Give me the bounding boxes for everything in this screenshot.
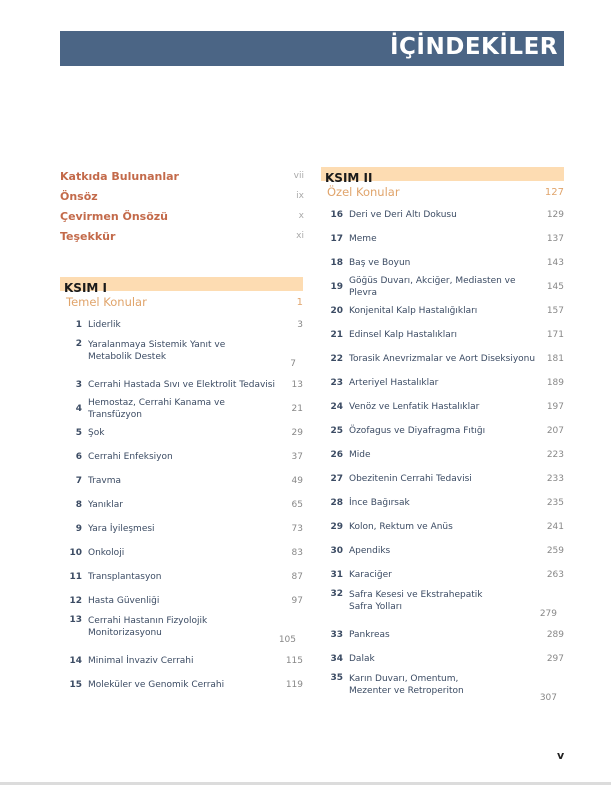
chapter-number: 19 [330,282,343,292]
chapter-title: Cerrahi Enfeksiyon [88,452,173,462]
chapter-title: Dalak [349,654,375,664]
front-matter-label: Katkıda Bulunanlar [60,169,179,183]
page-title: İÇİNDEKİLER [389,34,558,60]
chapter-item[interactable] [321,323,564,347]
chapter-number: 33 [330,630,343,640]
front-matter-item[interactable] [60,186,304,206]
chapter-title: Travma [88,476,121,486]
chapter-title: Hemostaz, Cerrahi Kanama ve Transfüzyon [88,398,225,420]
chapter-page: 119 [285,680,303,690]
chapter-title: Torasik Anevrizmalar ve Aort Diseksiyonu [349,354,536,364]
chapter-item[interactable] [321,227,564,251]
page-number: v [557,749,565,762]
front-matter-page: ix [296,191,304,201]
chapter-number: 25 [330,426,343,436]
chapter-number: 18 [330,258,343,268]
chapter-title: Obezitenin Cerrahi Tedavisi [349,474,472,484]
chapter-number: 35 [330,673,343,683]
chapter-number: 34 [330,654,343,664]
chapter-title: Deri ve Deri Altı Dokusu [349,210,457,220]
chapter-item[interactable] [321,419,564,443]
chapter-number: 30 [330,546,343,556]
chapter-item[interactable] [60,397,303,421]
chapter-page: 235 [546,498,564,508]
chapter-number: 20 [330,306,343,316]
chapter-title: Liderlik [88,320,121,330]
part-1 [60,277,303,697]
front-matter-label: Teşekkür [60,229,116,243]
chapter-number: 23 [330,378,343,388]
chapter-item[interactable] [60,469,303,493]
chapter-item[interactable] [60,589,303,613]
part-subtitle-row[interactable] [321,181,564,203]
part-subtitle-row[interactable] [60,291,303,313]
front-matter-page: xi [296,231,304,241]
chapter-title: Yanıklar [88,500,123,510]
chapter-number: 14 [69,656,82,666]
chapter-item[interactable] [321,587,564,623]
front-matter-label: Önsöz [60,189,98,203]
front-matter-list [60,166,304,246]
chapter-item[interactable] [60,541,303,565]
chapter-title: Konjenital Kalp Hastalığıkları [349,306,478,316]
chapter-item[interactable] [60,673,303,697]
chapter-page: 49 [291,476,303,486]
chapter-number: 26 [330,450,343,460]
chapter-number: 6 [75,452,82,462]
chapter-page: 223 [546,450,564,460]
chapter-page: 137 [546,234,564,244]
chapter-page: 105 [278,635,296,645]
part-subtitle: Temel Konular [66,295,147,309]
chapter-item[interactable] [321,563,564,587]
chapter-item[interactable] [321,443,564,467]
chapter-item[interactable] [60,373,303,397]
chapter-item[interactable] [321,623,564,647]
chapter-list [321,203,564,707]
chapter-item[interactable] [321,491,564,515]
chapter-page: 297 [546,654,564,664]
front-matter-page: x [298,211,304,221]
chapter-item[interactable] [321,539,564,563]
chapter-page: 145 [546,282,564,292]
chapter-number: 28 [330,498,343,508]
chapter-title: Özofagus ve Diyafragma Fıtığı [349,426,486,436]
chapter-number: 31 [330,570,343,580]
chapter-number: 11 [69,572,82,582]
chapter-number: 29 [330,522,343,532]
chapter-number: 15 [69,680,82,690]
chapter-page: 73 [291,524,303,534]
chapter-page: 37 [291,452,303,462]
chapter-page: 279 [539,609,557,619]
chapter-page: 29 [291,428,303,438]
chapter-number: 7 [75,476,82,486]
chapter-item[interactable] [321,395,564,419]
chapter-item[interactable] [321,647,564,671]
chapter-number: 22 [330,354,343,364]
chapter-title: Venöz ve Lenfatik Hastalıklar [349,402,480,412]
chapter-number: 3 [75,380,82,390]
chapter-page: 3 [297,320,303,330]
chapter-page: 189 [546,378,564,388]
chapter-title: Karaciğer [349,570,392,580]
chapter-list [60,313,303,697]
chapter-item[interactable] [60,313,303,337]
chapter-page: 83 [291,548,303,558]
chapter-number: 27 [330,474,343,484]
front-matter-item[interactable] [60,226,304,246]
chapter-item[interactable] [60,649,303,673]
chapter-page: 181 [546,354,564,364]
chapter-page: 157 [546,306,564,316]
chapter-title: Meme [349,234,377,244]
front-matter-item[interactable] [60,206,304,226]
chapter-title: Hasta Güvenliği [88,596,160,606]
chapter-item[interactable] [60,517,303,541]
chapter-number: 32 [330,589,343,599]
chapter-title: Yara İyileşmesi [88,524,155,534]
chapter-number: 10 [69,548,82,558]
chapter-page: 87 [291,572,303,582]
chapter-title: Yaralanmaya Sistemik Yanıt ve Metabolik Destek [88,340,226,362]
chapter-page: 143 [546,258,564,268]
chapter-number: 21 [330,330,343,340]
chapter-title: Baş ve Boyun [349,258,411,268]
chapter-item[interactable] [321,515,564,539]
front-matter-label: Çevirmen Önsözü [60,209,169,223]
chapter-number: 2 [75,339,82,349]
part-header-bar [321,167,564,185]
chapter-title: Moleküler ve Genomik Cerrahi [88,680,225,690]
chapter-page: 241 [546,522,564,532]
chapter-page: 7 [290,359,296,369]
chapter-page: 263 [546,570,564,580]
chapter-title: Cerrahi Hastada Sıvı ve Elektrolit Tedavisi [88,380,275,390]
chapter-number: 1 [75,320,82,330]
chapter-title: Cerrahi Hastanın Fizyolojik Monitorizasyonu [88,616,208,638]
chapter-page: 13 [291,380,303,390]
part-header-bar [60,277,303,295]
chapter-item[interactable] [321,371,564,395]
chapter-title: Karın Duvarı, Omentum, Mezenter ve Retroperiton [349,674,464,696]
chapter-title: Safra Kesesi ve Ekstrahepatik Safra Yolları [349,590,483,612]
chapter-title: Minimal İnvaziv Cerrahi [88,656,194,666]
chapter-title: Kolon, Rektum ve Anüs [349,522,453,532]
chapter-title: Onkoloji [88,548,125,558]
chapter-item[interactable] [321,467,564,491]
chapter-title: Transplantasyon [88,572,162,582]
chapter-page: 207 [546,426,564,436]
part-page: 1 [296,296,303,308]
chapter-item[interactable] [60,565,303,589]
chapter-page: 233 [546,474,564,484]
chapter-item[interactable] [60,421,303,445]
chapter-page: 21 [291,404,303,414]
chapter-number: 13 [69,615,82,625]
part-page: 127 [544,186,564,198]
chapter-page: 197 [546,402,564,412]
chapter-item[interactable] [321,275,564,299]
chapter-item[interactable] [321,251,564,275]
chapter-number: 5 [75,428,82,438]
header-bar [60,31,564,66]
chapter-page: 129 [546,210,564,220]
chapter-title: Göğüs Duvarı, Akciğer, Mediasten ve Plevra [349,276,516,298]
front-matter-item[interactable] [60,166,304,186]
chapter-item[interactable] [60,613,303,649]
chapter-item[interactable] [321,203,564,227]
chapter-page: 259 [546,546,564,556]
chapter-title: Şok [88,428,105,438]
chapter-number: 4 [75,404,82,414]
part-2 [321,167,564,707]
chapter-item[interactable] [321,347,564,371]
chapter-page: 115 [285,656,303,666]
chapter-page: 307 [539,693,557,703]
chapter-title: Edinsel Kalp Hastalıkları [349,330,457,340]
front-matter-page: vii [293,171,304,181]
chapter-title: Apendiks [349,546,391,556]
chapter-item[interactable] [60,337,303,373]
part-label: KSIM I [64,281,107,295]
part-subtitle: Özel Konular [327,185,400,199]
chapter-item[interactable] [60,493,303,517]
chapter-number: 16 [330,210,343,220]
chapter-number: 17 [330,234,343,244]
chapter-item[interactable] [321,671,564,707]
chapter-number: 8 [75,500,82,510]
chapter-item[interactable] [60,445,303,469]
chapter-page: 97 [291,596,303,606]
chapter-item[interactable] [321,299,564,323]
chapter-title: Arteriyel Hastalıklar [349,378,439,388]
chapter-page: 289 [546,630,564,640]
chapter-title: Mide [349,450,371,460]
chapter-number: 12 [69,596,82,606]
chapter-page: 65 [291,500,303,510]
chapter-title: Pankreas [349,630,390,640]
chapter-number: 9 [75,524,82,534]
chapter-title: İnce Bağırsak [349,498,410,508]
part-label: KSIM II [325,171,373,185]
chapter-number: 24 [330,402,343,412]
chapter-page: 171 [546,330,564,340]
